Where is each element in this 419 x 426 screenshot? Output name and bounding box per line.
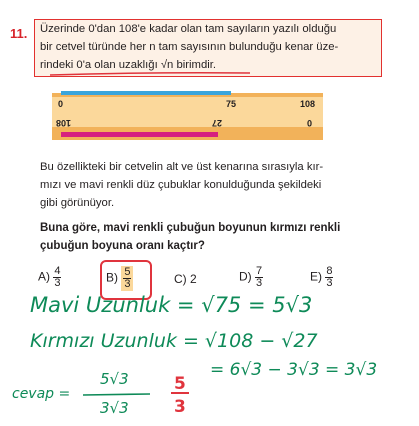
description-line-2: mızı ve mavi renkli düz çubuklar konulduğunda şekildeki	[40, 179, 322, 191]
handwritten-line-1: Mavi Uzunluk = √75 = 5√3	[30, 293, 313, 317]
question-line-3: rindeki 0'a olan uzaklığı √n birimdir.	[40, 59, 217, 71]
ruler-top-mid-label: 75	[226, 99, 237, 109]
option-b-value: $\frac{5}{3}$	[121, 266, 133, 291]
option-c-value: 2	[190, 272, 197, 286]
handwritten-line-3: = 6√3 − 3√3 = 3√3	[210, 360, 378, 380]
question-line-2: bir cetvel türünde her n tam sayısının bulunduğu kenar üze-	[40, 41, 339, 53]
option-b-label: B)	[106, 270, 118, 285]
handwritten-result-denominator: 3	[174, 397, 186, 417]
ruler-bottom-right-label: 0	[307, 118, 313, 128]
handwritten-line-2: Kırmızı Uzunluk = √108 − √27	[30, 330, 318, 352]
option-a-value: $\frac{4}{3}$	[54, 265, 61, 289]
handwritten-answer-label: cevap =	[12, 386, 71, 402]
option-e-value: $\frac{8}{3}$	[326, 265, 333, 289]
description-line-3: gibi görünüyor.	[40, 197, 115, 209]
ruler-bottom-left-label: 108	[56, 118, 72, 128]
option-a-label: A)	[38, 269, 50, 284]
option-d-value: $\frac{7}{3}$	[256, 265, 263, 289]
question-line-1: Üzerinde 0'dan 108'e kadar olan tam sayıların yazılı olduğu	[40, 23, 337, 35]
handwritten-answer-denominator: 3√3	[100, 399, 129, 417]
option-e-label: E)	[310, 269, 322, 284]
ruler-top-right-label: 108	[300, 99, 316, 109]
ruler-top-left-label: 0	[58, 99, 64, 109]
option-d-label: D)	[239, 269, 252, 284]
handwritten-result-numerator: 5	[174, 374, 186, 394]
option-c-label: C)	[174, 272, 187, 286]
question-number: 11.	[10, 26, 28, 41]
prompt-line-1: Buna göre, mavi renkli çubuğun boyunun kırmızı renkli	[40, 222, 341, 234]
handwritten-answer-numerator: 5√3	[100, 370, 129, 388]
description-line-1: Bu özellikteki bir cetvelin alt ve üst kenarına sırasıyla kır-	[40, 161, 324, 173]
ruler-bottom-mid-label: 27	[212, 118, 223, 128]
prompt-line-2: çubuğun boyuna oranı kaçtır?	[40, 240, 205, 252]
